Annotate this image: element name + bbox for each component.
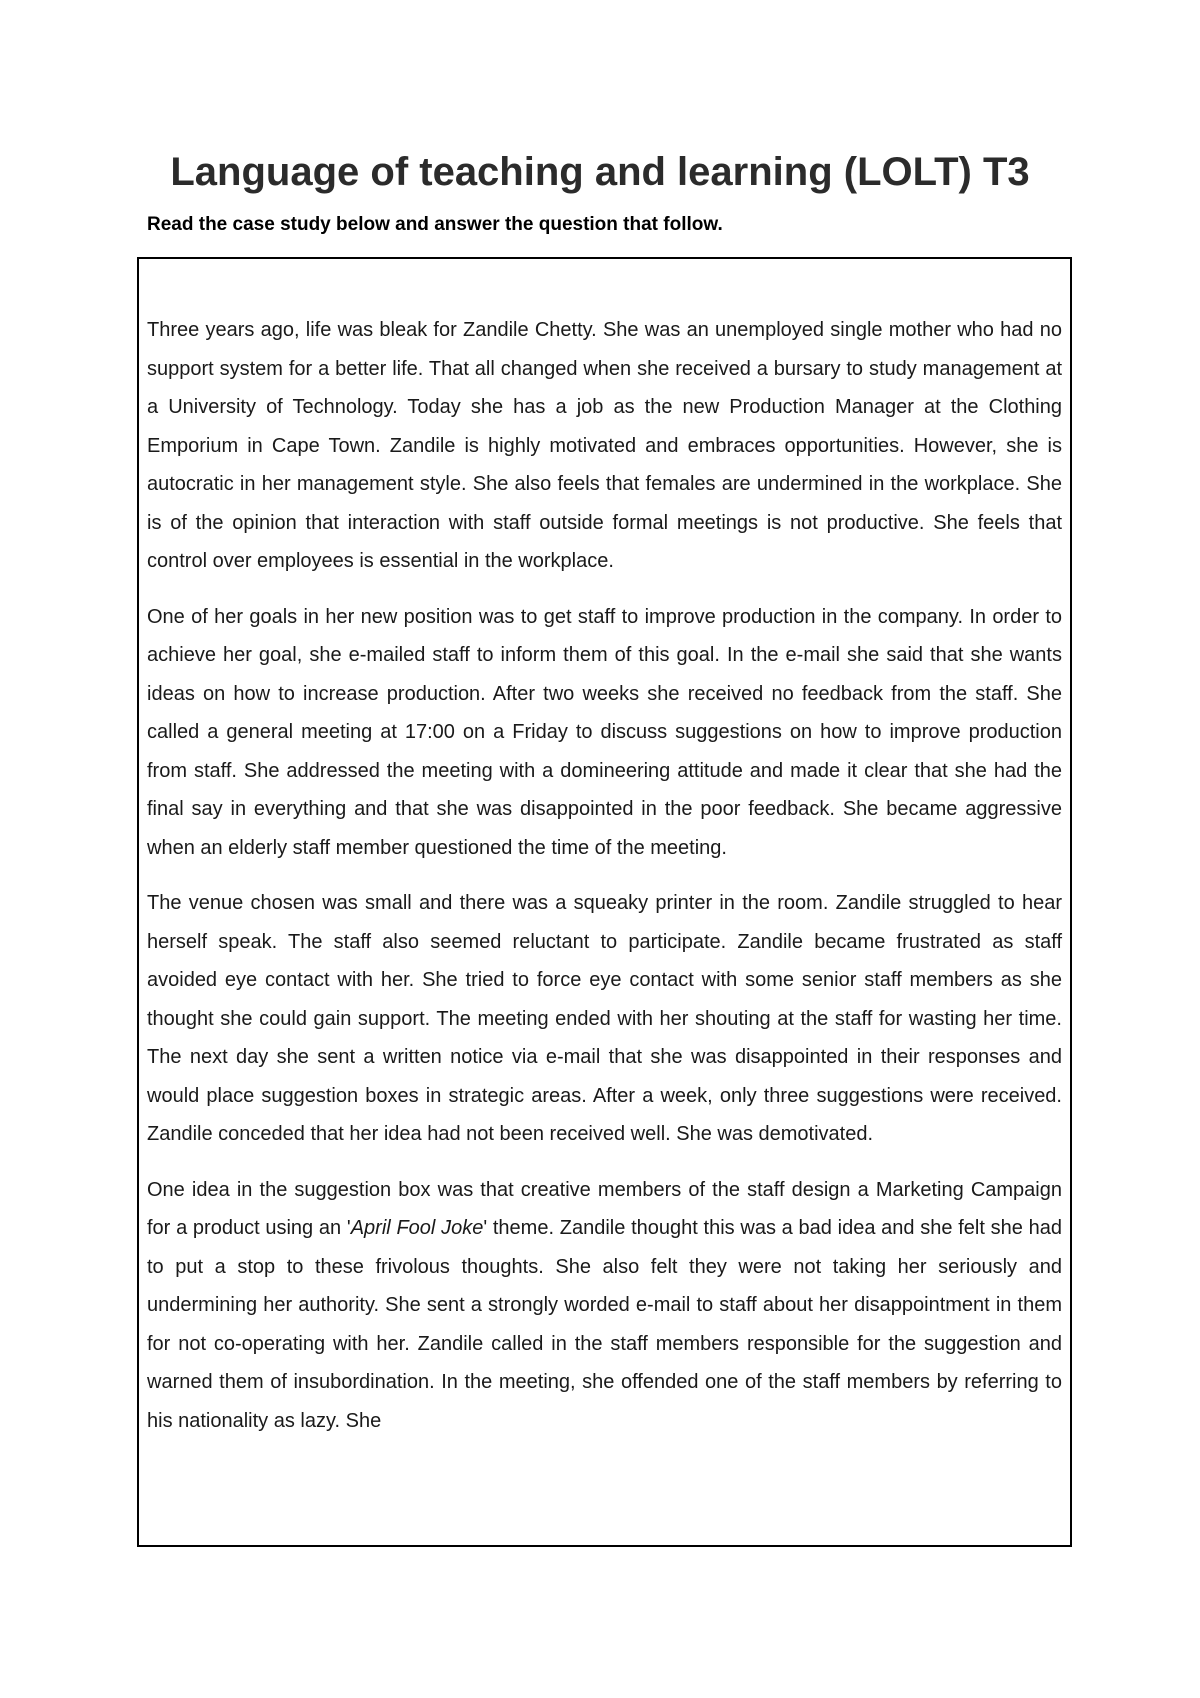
- page-title: Language of teaching and learning (LOLT) T3: [170, 150, 1030, 194]
- case-text-segment: One idea in the suggestion box was that creative members of the staff design a Marketing Campaign for a product using an ': [147, 1178, 1062, 1239]
- emphasized-theme: April Fool Joke: [350, 1217, 484, 1239]
- case-paragraph: Three years ago, life was bleak for Zandile Chetty. She was an unemployed single mother who had no support system for a better life. That all changed when she received a bursary to study management at a University of Technology. Today she has a job as the new Production Manager at the Clothing Emporium in Cape Town. Zandile is highly motivated and embraces opportunities. However, she is autocratic in her management style. She also feels that females are undermined in the workplace. She is of the opinion that interaction with staff outside formal meetings is not productive. She feels that control over employees is essential in the workplace.: [147, 319, 1062, 572]
- case-paragraph: The venue chosen was small and there was a squeaky printer in the room. Zandile struggled to hear herself speak. The staff also seemed reluctant to participate. Zandile became frustrated as staff avoided eye contact with her. She tried to force eye contact with some senior staff members as she thought she could gain support. The meeting ended with her shouting at the staff for wasting her time. The next day she sent a written notice via e-mail that she was disappointed in their responses and would place suggestion boxes in strategic areas. After a week, only three suggestions were received. Zandile conceded that her idea had not been received well. She was demotivated.: [147, 892, 1062, 1145]
- case-paragraph: [147, 1171, 1062, 1441]
- case-paragraph: One of her goals in her new position was to get staff to improve production in the company. In order to achieve her goal, she e-mailed staff to inform them of this goal. In the e-mail she said that she wants ideas on how to increase production. After two weeks she received no feedback from the staff. She called a general meeting at 17:00 on a Friday to discuss suggestions on how to improve production from staff. She addressed the meeting with a domineering attitude and made it clear that she had the final say in everything and that she was disappointed in the poor feedback. She became aggressive when an elderly staff member questioned the time of the meeting.: [147, 605, 1062, 859]
- case-study-box: [137, 257, 1072, 1547]
- case-text-segment: ' theme. Zandile thought this was a bad idea and she felt she had to put a stop to these frivolous thoughts. She also felt they were not taking her seriously and undermining her authority. She sent a strongly worded e-mail to staff about her disappointment in them for not co-operating with her. Zandile called in the staff members responsible for the suggestion and warned them of insubordination. In the meeting, she offended one of the staff members by referring to his nationality as lazy. She: [147, 1217, 1062, 1432]
- case-study-body: [147, 311, 1062, 1457]
- instruction-text: Read the case study below and answer the question that follow.: [147, 214, 723, 235]
